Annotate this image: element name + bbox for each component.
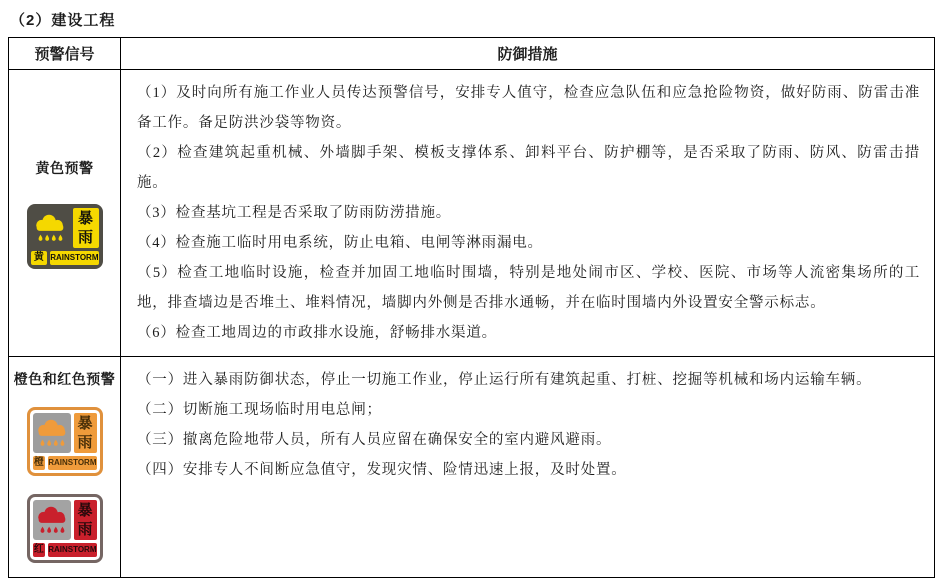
storm-label: 暴雨 bbox=[74, 413, 97, 453]
red-rainstorm-warning-icon bbox=[27, 494, 103, 563]
measures-cell-orange-red bbox=[121, 357, 934, 577]
page-title: （2）建设工程 bbox=[10, 12, 116, 29]
signal-cell-orange-red bbox=[9, 357, 121, 577]
icon-top bbox=[33, 500, 97, 540]
rain-cloud-icon bbox=[31, 208, 70, 248]
orange-rainstorm-warning-icon bbox=[27, 407, 103, 476]
level-badge-red: 红 bbox=[33, 544, 44, 555]
level-badge-orange: 橙 bbox=[33, 457, 44, 468]
measure-item: （5）检查工地临时设施，检查并加固工地临时围墙，特别是地处闹市区、学校、医院、市场等人流密集场所的工地，排查墙边是否堆土、堆料情况，墙脚内外侧是否排水通畅，并在临时围墙内外设置安全警示标志。 bbox=[137, 265, 920, 311]
measure-item: （6）检查工地周边的市政排水设施，舒畅排水渠道。 bbox=[137, 325, 497, 341]
rain-cloud-icon bbox=[33, 500, 71, 540]
measure-item: （1）及时向所有施工作业人员传达预警信号，安排专人值守，检查应急队伍和应急抢险物资，做好防雨、防雷击准备工作。备足防洪沙袋等物资。 bbox=[137, 85, 920, 131]
measure-item: （四）安排专人不间断应急值守，发现灾情、险情迅速上报，及时处置。 bbox=[137, 462, 627, 478]
measure-item: （4）检查施工临时用电系统，防止电箱、电闸等淋雨漏电。 bbox=[137, 235, 543, 251]
storm-label: 暴雨 bbox=[73, 208, 99, 248]
measure-item: （三）撤离危险地带人员，所有人员应留在确保安全的室内避风避雨。 bbox=[137, 432, 612, 448]
icon-bottom bbox=[33, 543, 97, 557]
yellow-rainstorm-warning-icon bbox=[27, 204, 103, 269]
icon-top bbox=[33, 413, 97, 453]
icon-bottom bbox=[31, 251, 99, 265]
rain-cloud-icon bbox=[33, 413, 71, 453]
rainstorm-en-label: RAINSTORM bbox=[50, 251, 98, 265]
signal-cell-yellow bbox=[9, 70, 121, 357]
measure-item: （2）检查建筑起重机械、外墙脚手架、模板支撑体系、卸料平台、防护棚等，是否采取了防雨、防风、防雷击措施。 bbox=[137, 145, 920, 191]
level-badge-yellow: 黄 bbox=[31, 251, 48, 265]
icon-bottom bbox=[33, 456, 97, 470]
measure-item: （3）检查基坑工程是否采取了防雨防涝措施。 bbox=[137, 205, 452, 221]
measure-item: （一）进入暴雨防御状态，停止一切施工作业，停止运行所有建筑起重、打桩、挖掘等机械和场内运输车辆。 bbox=[137, 372, 872, 388]
measures-cell-yellow bbox=[121, 70, 934, 357]
signal-label-yellow: 黄色预警 bbox=[35, 159, 94, 176]
column-header-measures: 防御措施 bbox=[121, 38, 934, 70]
warning-measures-table bbox=[8, 37, 935, 578]
storm-label: 暴雨 bbox=[74, 500, 97, 540]
rainstorm-en-label: RAINSTORM bbox=[48, 456, 96, 470]
signal-label-orange-red: 橙色和红色预警 bbox=[13, 371, 116, 387]
rainstorm-en-label: RAINSTORM bbox=[48, 543, 96, 557]
measure-item: （二）切断施工现场临时用电总闸； bbox=[137, 402, 382, 418]
icon-top bbox=[31, 208, 99, 248]
column-header-signal: 预警信号 bbox=[9, 38, 121, 70]
